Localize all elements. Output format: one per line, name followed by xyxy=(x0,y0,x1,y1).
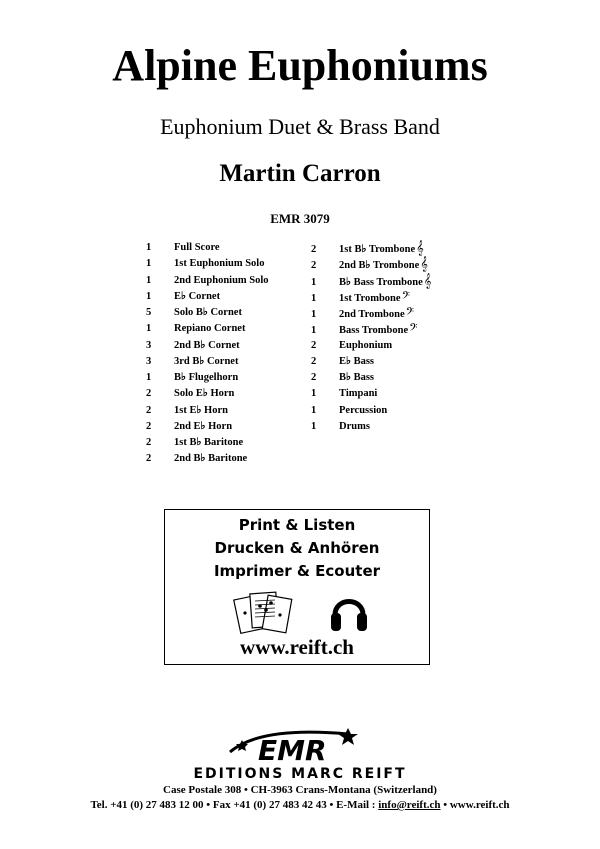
part-quantity: 2 xyxy=(311,372,317,383)
part-row xyxy=(146,289,269,305)
part-name: Full Score xyxy=(174,242,220,253)
part-name: E♭ Cornet xyxy=(174,290,221,302)
contact-email-link[interactable]: info@reift.ch xyxy=(378,799,441,811)
part-name: 2nd E♭ Horn xyxy=(174,420,233,432)
part-quantity: 1 xyxy=(311,276,317,288)
part-row xyxy=(146,419,269,435)
part-quantity: 1 xyxy=(146,274,152,286)
promo-line-drucken: Drucken & Anhören xyxy=(214,539,380,557)
part-row xyxy=(146,386,269,402)
part-quantity: 2 xyxy=(311,339,317,351)
part-row xyxy=(311,273,431,289)
part-name: E♭ Bass xyxy=(339,355,375,367)
part-name: B♭ Flugelhorn xyxy=(174,372,239,383)
part-row xyxy=(311,370,431,386)
part-name: Solo E♭ Horn xyxy=(174,388,235,400)
part-quantity: 2 xyxy=(311,355,317,367)
part-row xyxy=(311,403,431,419)
part-name: 2nd B♭ Baritone xyxy=(174,453,248,465)
promo-line-imprimer: Imprimer & Ecouter xyxy=(213,562,381,580)
promo-line-print-listen: Print & Listen xyxy=(238,516,356,534)
part-quantity: 5 xyxy=(146,307,152,318)
part-name: 1st B♭ Trombone xyxy=(339,244,416,255)
part-name: Repiano Cornet xyxy=(174,323,246,335)
part-quantity: 1 xyxy=(311,292,317,304)
part-name: Percussion xyxy=(339,404,388,416)
bass-clef-icon: 𝄢 xyxy=(401,288,410,304)
part-name: 1st Trombone xyxy=(339,292,401,304)
part-quantity: 2 xyxy=(146,388,152,400)
part-quantity: 1 xyxy=(311,388,317,400)
sheet-music-icon xyxy=(233,587,295,639)
part-quantity: 1 xyxy=(146,242,152,253)
part-name: 1st Euphonium Solo xyxy=(174,258,265,270)
part-quantity: 1 xyxy=(146,372,152,383)
part-name: 2nd Trombone xyxy=(339,309,405,320)
part-name: 1st E♭ Horn xyxy=(174,404,228,416)
emr-logo-text: EMR xyxy=(258,734,327,766)
piece-title: Alpine Euphoniums xyxy=(112,41,488,90)
part-quantity: 2 xyxy=(146,437,152,448)
part-name: Euphonium xyxy=(339,339,393,351)
part-name: Solo B♭ Cornet xyxy=(174,307,242,318)
part-row xyxy=(146,338,269,354)
treble-clef-icon: 𝄞 xyxy=(423,272,432,288)
part-quantity: 2 xyxy=(146,404,152,416)
emr-logo-mark xyxy=(220,722,380,766)
part-row xyxy=(311,386,431,402)
part-name: 2nd Euphonium Solo xyxy=(174,274,269,286)
catalog-number: EMR 3079 xyxy=(270,211,330,226)
publisher-address: Case Postale 308 • CH-3963 Crans-Montana (Switzerland) xyxy=(163,784,437,796)
part-row xyxy=(311,338,431,354)
part-name: 2nd B♭ Trombone xyxy=(339,260,420,272)
parts-list-right xyxy=(311,240,431,435)
part-name: Bass Trombone xyxy=(339,325,409,337)
part-name: B♭ Bass Trombone xyxy=(339,276,423,288)
publisher-name: EDITIONS MARC REIFT xyxy=(193,766,407,782)
part-row xyxy=(146,240,269,256)
part-name: 1st B♭ Baritone xyxy=(174,437,244,448)
part-row xyxy=(146,435,269,451)
part-quantity: 1 xyxy=(146,258,152,270)
composer-name: Martin Carron xyxy=(219,160,381,187)
part-quantity: 1 xyxy=(146,323,152,335)
publisher-contact xyxy=(0,799,600,811)
part-row xyxy=(311,256,431,272)
bass-clef-icon: 𝄢 xyxy=(405,305,415,320)
promo-website: www.reift.ch xyxy=(240,635,354,659)
part-quantity: 3 xyxy=(146,355,152,367)
part-quantity: 1 xyxy=(311,309,317,320)
part-row xyxy=(146,305,269,321)
treble-clef-icon: 𝄞 xyxy=(420,256,428,272)
part-row xyxy=(146,256,269,272)
part-row xyxy=(146,354,269,370)
part-quantity: 2 xyxy=(311,244,317,255)
part-row xyxy=(311,305,431,321)
part-row xyxy=(311,419,431,435)
part-quantity: 1 xyxy=(146,290,152,302)
headphones-icon xyxy=(329,589,369,635)
part-row xyxy=(311,321,431,337)
part-quantity: 1 xyxy=(311,325,317,337)
part-row xyxy=(311,289,431,305)
parts-list-left xyxy=(146,240,269,468)
part-name: Timpani xyxy=(339,388,378,400)
part-quantity: 2 xyxy=(146,453,152,465)
part-row xyxy=(146,451,269,467)
part-name: 2nd B♭ Cornet xyxy=(174,339,240,351)
part-row xyxy=(146,273,269,289)
part-quantity: 2 xyxy=(311,260,317,272)
part-quantity: 2 xyxy=(146,420,152,432)
emr-logo xyxy=(0,722,600,771)
print-listen-box xyxy=(164,509,430,665)
bass-clef-icon: 𝄢 xyxy=(409,321,418,337)
subtitle: Euphonium Duet & Brass Band xyxy=(160,114,440,139)
part-row xyxy=(146,370,269,386)
part-quantity: 1 xyxy=(311,404,317,416)
part-name: 3rd B♭ Cornet xyxy=(174,355,239,367)
part-row xyxy=(311,240,431,256)
part-quantity: 3 xyxy=(146,339,152,351)
contact-website: • www.reift.ch xyxy=(440,799,510,811)
part-quantity: 1 xyxy=(311,420,317,432)
part-row xyxy=(146,321,269,337)
promo-icons xyxy=(165,583,429,639)
part-name: Drums xyxy=(339,420,370,432)
part-row xyxy=(146,403,269,419)
treble-clef-icon: 𝄞 xyxy=(416,240,424,255)
part-row xyxy=(311,354,431,370)
part-name: B♭ Bass xyxy=(339,372,375,383)
contact-phone-fax: Tel. +41 (0) 27 483 12 00 • Fax +41 (0) 27 483 42 43 • E-Mail : xyxy=(90,799,379,811)
